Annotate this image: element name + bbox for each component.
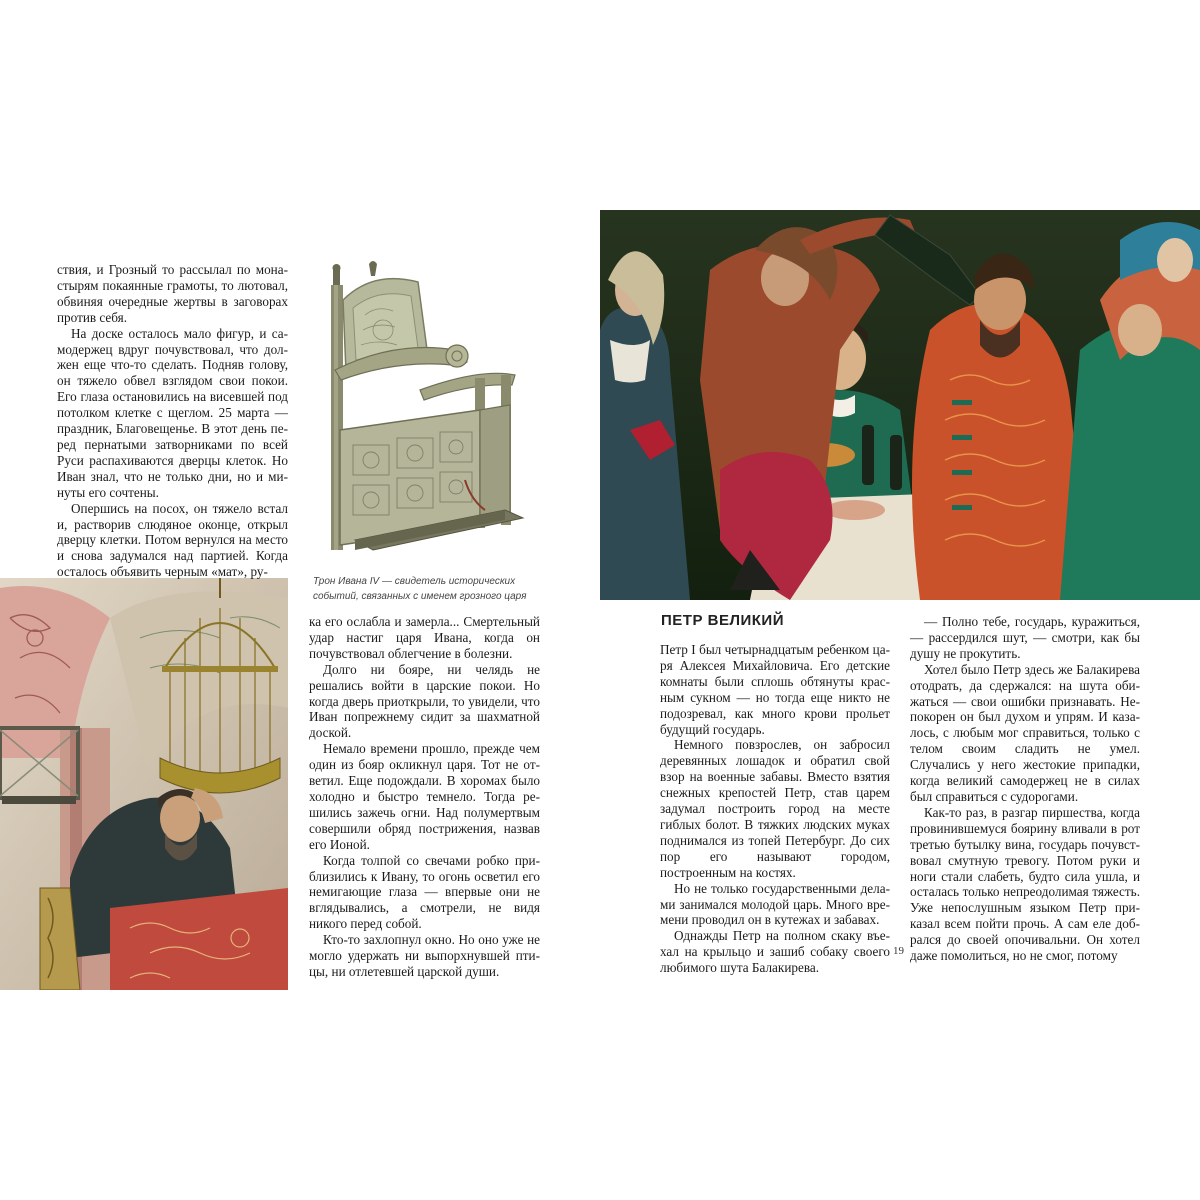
paragraph: Хотел было Петр здесь же Балакирева отодрать, да сдержался: на шута обижаться — свои ошибки признавать. Непокорен он был духом и упрям. И казалось, с любым мог справиться, только с телом своим сладить не умел. Случались у него жестокие припадки, когда великий самодержец не в силах был справиться с судорогами. xyxy=(910,661,1140,804)
paragraph: ка его ослабла и замерла... Смертельный удар настиг царя Ивана, когда он почувствовал облегчение в болезни. xyxy=(309,614,540,661)
paragraph: Однажды Петр на полном скаку въехал на крыльцо и зашиб собаку своего любимого шута Балакирева. xyxy=(660,928,890,976)
section-heading: ПЕТР ВЕЛИКИЙ xyxy=(661,612,784,629)
paragraph: Как-то раз, в разгар пиршества, когда провинившемуся боярину вливали в рот третью бутылку вина, государь почувствовал смутную тревогу. Потом руки и ноги стали слабеть, будто сила ушла, и осталась только непреодолимая тяжесть. Уже непослушным языком Петр приказал всем пойти прочь. А сам еле добрался до своей опочивальни. Он хотел даже помолиться, но не смог, потому xyxy=(910,804,1140,964)
paragraph: Долго ни бояре, ни челядь не решались войти в царские покои. Но когда дверь приоткрыли, то увидели, что Иван попрежнему сидит за шахматной доской. xyxy=(309,661,540,741)
paragraph: Когда толпой со свечами робко приблизились к Ивану, то огонь осветил его немигающие глаза — впервые они не вглядывались, а смотрели, не видя никого перед собой. xyxy=(309,852,540,932)
page-number: 19 xyxy=(893,945,904,957)
paragraph: Опершись на посох, он тяжело встал и, растворив слюдяное оконце, открыл дверцу клетки. Потом вернулся на место и снова задумался над партией. Когда осталось объявить черным «мат», ру- xyxy=(57,500,288,580)
paragraph: Кто-то захлопнул окно. Но оно уже не могло удержать ни выпорхнувшей птицы, ни отлетевшей царской души. xyxy=(309,932,540,979)
throne-caption: Трон Ивана IV — свидетель исторических событий, связанных с именем грозного царя xyxy=(313,576,527,602)
throne-illustration xyxy=(325,260,525,560)
paragraph: ствия, и Грозный то рассылал по монастырям покаянные грамоты, то лютовал, обвиняя очередные жертвы в заговорах против себя. xyxy=(57,262,288,325)
paragraph: На доске осталось мало фигур, и самодержец вдруг почувствовал, что должен еще что-то сделать. Подняв голову, он тяжело обвел взглядом свои покои. Его глаза остановились на висевшей под потолком клетке с щеглом. 25 марта — праздник, Благовещенье. В этот день перед пернатыми затворниками по всей Руси распахиваются дверцы клеток. Но Иван знал, что не только дни, но и минуты его сочтены. xyxy=(57,325,288,500)
paragraph: Но не только государственными делами занимался молодой царь. Много времени проводил он в кутежах и забавах. xyxy=(660,880,890,928)
ivan-chamber-illustration xyxy=(0,578,288,990)
right-page-column-2 xyxy=(910,614,1140,964)
left-page-column-bottom xyxy=(309,614,540,980)
peter-feast-illustration xyxy=(600,210,1200,600)
right-page-column-1 xyxy=(660,642,890,976)
paragraph: — Полно тебе, государь, куражиться, — рассердился шут, — смотри, как бы душу не прокутить. xyxy=(910,614,1140,661)
left-page-column-top xyxy=(57,262,288,580)
paragraph: Немало времени прошло, прежде чем один из бояр окликнул царя. Тот не ответил. Еще подождали. В хоромах было холодно и быстро темнело. Тогда решились зажечь огни. Над полумертвым совершили обряд пострижения, назвав его Ионой. xyxy=(309,741,540,852)
paragraph: Петр I был четырнадцатым ребенком царя Алексея Михайловича. Его детские комнаты были сплошь обтянуты красным сукном — но тогда еще никто не подозревал, как много крови прольет будущий государь. xyxy=(660,642,890,737)
paragraph: Немного повзрослев, он забросил деревянных лошадок и обратил свой взор на военные забавы. Вместо взятия снежных крепостей Петр, став царем задумал построить город на месте гиблых болот. В тяжких людских муках поднимался из топей Петербург. До сих пор его называют городом, построенным на костях. xyxy=(660,737,890,880)
